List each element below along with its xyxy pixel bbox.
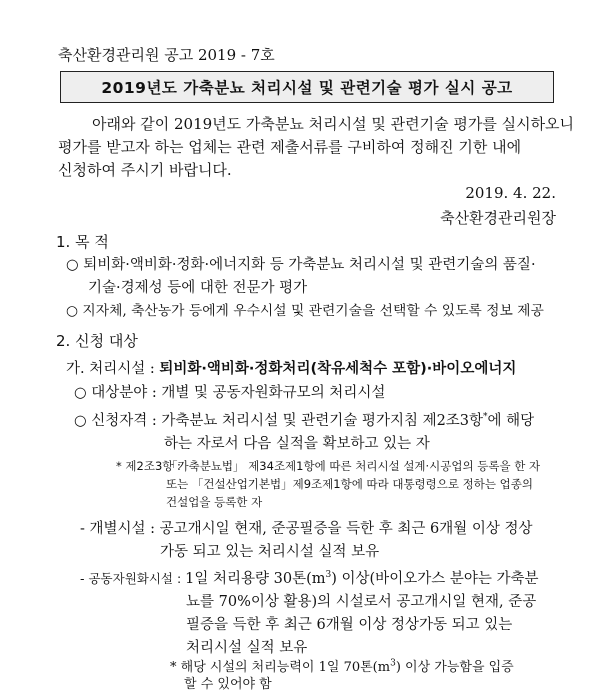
footnote-label: * 제2조3항 : — [116, 459, 181, 473]
shared-facility-line-1b: ) 이상(바이오가스 분야는 가축분 — [331, 571, 539, 587]
issuer-name: 축산환경관리원장 — [440, 209, 556, 227]
document-number: 축산환경관리원 공고 2019 - 7호 — [58, 46, 275, 64]
facility-types: 퇴비화·액비화·정화처리(착유세척수 포함)·바이오에너지 — [159, 361, 517, 377]
capacity-note-end: ) 이상 가능함을 입증 — [395, 660, 514, 675]
qualification-line-1: 가축분뇨 처리시설 및 관련기술 평가지침 제2조3항 — [161, 413, 484, 429]
intro-line-3: 신청하여 주시기 바랍니다. — [58, 161, 232, 179]
notice-title-box — [60, 71, 554, 103]
individual-facility-line-2: 가동 되고 있는 처리시설 실적 보유 — [160, 544, 380, 560]
shared-facility-line-4: 처리시설 실적 보유 — [186, 640, 308, 656]
qualification-line-2: 하는 자로서 다음 실적을 확보하고 있는 자 — [164, 436, 430, 452]
notice-date: 2019. 4. 22. — [465, 184, 556, 202]
section-1-heading: 1. 목 적 — [56, 233, 109, 251]
qualification-row — [74, 409, 534, 430]
shared-facility-label: - 공동자원화시설 : — [80, 571, 186, 586]
individual-facility-label: - 개별시설 : — [80, 521, 160, 537]
capacity-note-start: * 해당 시설의 처리능력이 1일 70톤(m — [170, 660, 391, 675]
capacity-note-line-2: 할 수 있어야 함 — [184, 677, 272, 692]
individual-facility-line-1: 공고개시일 현재, 준공필증을 득한 후 최근 6개월 이상 정상 — [159, 521, 533, 537]
individual-facility-row — [80, 517, 533, 538]
shared-facility-line-3: 필증을 득한 후 최근 6개월 이상 정상가동 되고 있는 — [186, 617, 513, 633]
notice-title: 2019년도 가축분뇨 처리시설 및 관련기술 평가 실시 공고 — [101, 79, 513, 97]
purpose-item-2: ○ 지자체, 축산농가 등에게 우수시설 및 관련기술을 선택할 수 있도록 정보 제공 — [66, 303, 544, 319]
qualification-label: ○ 신청자격 : — [74, 413, 162, 429]
intro-line-2: 평가를 받고자 하는 업체는 관련 제출서류를 구비하여 정해진 기한 내에 — [58, 138, 522, 156]
shared-facility-line-1a: 1일 처리용량 30톤(m — [185, 571, 326, 587]
cubic-superscript-1: 3 — [325, 570, 332, 581]
footnote-line-3: 건설업을 등록한 자 — [166, 495, 263, 509]
intro-line-1: 아래와 같이 2019년도 가축분뇨 처리시설 및 관련기술 평가를 실시하오니 — [92, 115, 575, 133]
purpose-item-1-line-2: 기술·경제성 등에 대한 전문가 평가 — [88, 280, 308, 296]
footnote-line-2: 또는 「건설산업기본법」제9조제1항에 따라 대통령령으로 정하는 업종의 — [166, 477, 533, 491]
purpose-item-1-line-1: ○ 퇴비화·액비화·정화·에너지화 등 가축분뇨 처리시설 및 관련기술의 품질· — [66, 257, 536, 273]
section-2-heading: 2. 신청 대상 — [56, 332, 138, 350]
cubic-superscript-2: 3 — [390, 658, 396, 669]
facility-label: 가. 처리시설 : — [66, 361, 160, 377]
target-field-value: 개별 및 공동자원화규모의 처리시설 — [161, 385, 386, 401]
shared-facility-row — [80, 567, 538, 588]
footnote-line-1: 「가축분뇨법」 제34조제1항에 따른 처리시설 설계·시공업의 등록을 한 자 — [166, 459, 541, 473]
target-field-row — [74, 381, 385, 402]
facility-subheading — [66, 357, 516, 378]
qualification-line-1-end: 에 해당 — [487, 413, 535, 429]
shared-facility-line-2: 뇨를 70%이상 활용)의 시설로서 공고개시일 현재, 준공 — [186, 594, 537, 610]
qualification-footnote-mark: * — [483, 412, 488, 423]
target-field-label: ○ 대상분야 : — [74, 385, 162, 401]
